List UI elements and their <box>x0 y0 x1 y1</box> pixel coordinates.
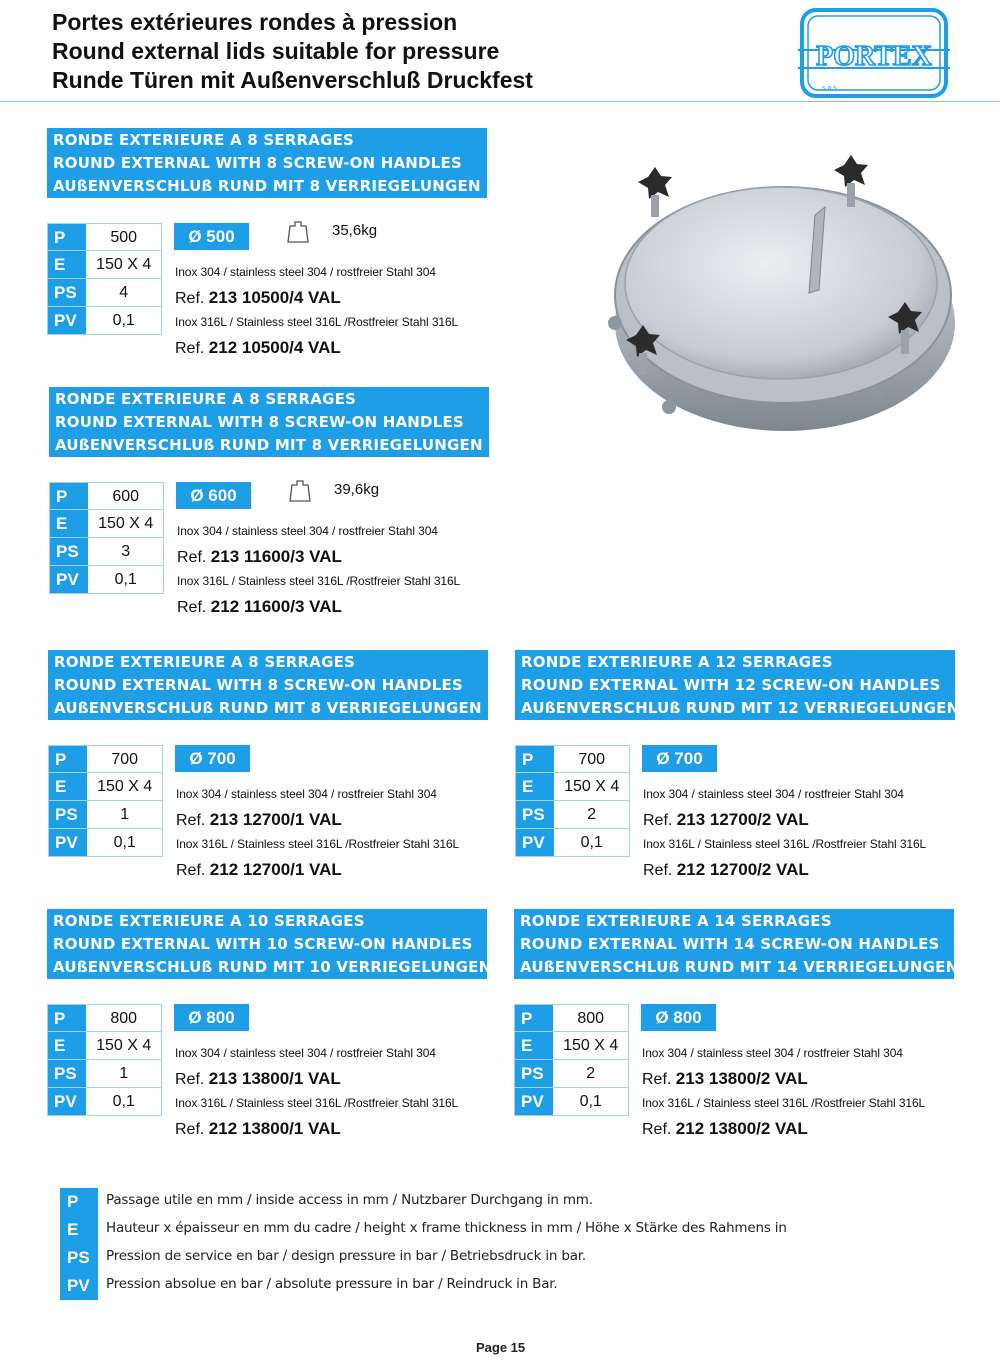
spec-row-ps <box>48 801 163 829</box>
spec-key: E <box>48 251 86 278</box>
weight-value: 35,6kg <box>332 222 378 239</box>
spec-row-pv <box>47 307 162 335</box>
spec-key: PS <box>50 538 88 565</box>
spec-value: 150 X 4 <box>86 251 161 278</box>
weight-icon <box>287 220 309 244</box>
spec-row-e <box>47 1032 162 1060</box>
spec-key: P <box>515 1005 553 1031</box>
legend-key: E <box>60 1216 98 1244</box>
material-316l: Inox 316L / Stainless steel 316L /Rostfreier Stahl 316L <box>642 1096 926 1110</box>
diameter-badge: Ø 700 <box>642 745 717 772</box>
spec-key: PS <box>49 801 87 828</box>
spec-row-p <box>515 745 630 773</box>
ref-prefix: Ref. <box>643 862 673 879</box>
ref-code: 212 10500/4 VAL <box>208 338 341 357</box>
legend-text: Passage utile en mm / inside access in mm / Nutzbarer Durchgang in mm. <box>106 1192 593 1208</box>
ref-prefix: Ref. <box>642 1071 672 1088</box>
spec-value: 2 <box>554 801 629 828</box>
spec-key: PV <box>516 829 554 856</box>
banner-line-de: AUßENVERSCHLUß RUND MIT 8 VERRIEGELUNGEN <box>53 177 481 195</box>
spec-key: P <box>48 224 86 250</box>
diameter-badge: Ø 600 <box>176 482 251 509</box>
spec-key: PS <box>48 1060 86 1087</box>
spec-key: P <box>516 746 554 772</box>
title-en: Round external lids suitable for pressure <box>52 38 500 64</box>
spec-row-pv <box>49 566 164 594</box>
spec-table <box>514 1004 629 1116</box>
spec-value: 3 <box>88 538 163 565</box>
ref-code: 212 13800/2 VAL <box>675 1119 808 1138</box>
spec-row-p <box>514 1004 629 1032</box>
material-316l: Inox 316L / Stainless steel 316L /Rostfreier Stahl 316L <box>176 837 460 851</box>
spec-value: 600 <box>88 483 163 509</box>
reference-304 <box>177 547 342 567</box>
diameter-badge: Ø 700 <box>175 745 250 772</box>
spec-row-pv <box>515 829 630 857</box>
reference-316l <box>642 1119 808 1139</box>
spec-table <box>515 745 630 857</box>
material-304: Inox 304 / stainless steel 304 / rostfreier Stahl 304 <box>177 524 438 538</box>
ref-prefix: Ref. <box>176 812 206 829</box>
section-banner <box>515 650 960 720</box>
legend-key: PV <box>60 1272 98 1300</box>
spec-value: 0,1 <box>88 566 163 593</box>
banner-line-en: ROUND EXTERNAL WITH 14 SCREW-ON HANDLES <box>520 935 940 953</box>
reference-304 <box>175 288 341 308</box>
legend-key: P <box>60 1188 98 1216</box>
reference-316l <box>643 860 809 880</box>
logo-subtext: s.a.s <box>822 85 837 92</box>
spec-row-ps <box>515 801 630 829</box>
spec-value: 150 X 4 <box>87 773 162 800</box>
section-banner <box>48 650 488 720</box>
material-316l: Inox 316L / Stainless steel 316L /Rostfreier Stahl 316L <box>643 837 927 851</box>
section-banner <box>47 909 492 979</box>
spec-row-e <box>514 1032 629 1060</box>
spec-key: PV <box>49 829 87 856</box>
banner-line-en: ROUND EXTERNAL WITH 8 SCREW-ON HANDLES <box>54 676 463 694</box>
spec-key: PV <box>48 1088 86 1115</box>
banner-line-en: ROUND EXTERNAL WITH 8 SCREW-ON HANDLES <box>55 413 464 431</box>
section-banner <box>514 909 959 979</box>
spec-row-pv <box>48 829 163 857</box>
weight-value: 39,6kg <box>334 481 380 498</box>
spec-key: PV <box>515 1088 553 1115</box>
spec-key: PV <box>50 566 88 593</box>
spec-row-p <box>48 745 163 773</box>
spec-value: 1 <box>86 1060 161 1087</box>
reference-304 <box>175 1069 341 1089</box>
spec-key: E <box>516 773 554 800</box>
ref-code: 212 11600/3 VAL <box>210 597 342 616</box>
spec-value: 800 <box>553 1005 628 1031</box>
spec-value: 4 <box>86 279 161 306</box>
diameter-badge: Ø 800 <box>174 1004 249 1031</box>
banner-line-en: ROUND EXTERNAL WITH 12 SCREW-ON HANDLES <box>521 676 941 694</box>
spec-value: 0,1 <box>86 307 161 334</box>
material-304: Inox 304 / stainless steel 304 / rostfreier Stahl 304 <box>642 1046 903 1060</box>
reference-316l <box>177 597 342 617</box>
legend-text: Pression de service en bar / design pressure in bar / Betriebsdruck in bar. <box>106 1248 586 1264</box>
section-banner <box>49 387 489 457</box>
spec-table <box>48 745 163 857</box>
banner-line-fr: RONDE EXTERIEURE A 12 SERRAGES <box>521 653 833 671</box>
ref-code: 213 12700/1 VAL <box>209 810 342 829</box>
ref-prefix: Ref. <box>175 340 205 357</box>
header-rule <box>0 101 1000 102</box>
banner-line-fr: RONDE EXTERIEURE A 10 SERRAGES <box>53 912 365 930</box>
spec-key: PV <box>48 307 86 334</box>
spec-value: 700 <box>554 746 629 772</box>
spec-value: 0,1 <box>87 829 162 856</box>
spec-table <box>47 1004 162 1116</box>
diameter-badge: Ø 500 <box>174 223 249 250</box>
ref-prefix: Ref. <box>175 290 205 307</box>
banner-line-de: AUßENVERSCHLUß RUND MIT 12 VERRIEGELUNGEN <box>521 699 960 717</box>
spec-row-ps <box>47 1060 162 1088</box>
spec-key: P <box>48 1005 86 1031</box>
spec-value: 0,1 <box>554 829 629 856</box>
reference-316l <box>176 860 342 880</box>
spec-row-p <box>47 1004 162 1032</box>
material-304: Inox 304 / stainless steel 304 / rostfreier Stahl 304 <box>643 787 904 801</box>
ref-code: 213 13800/2 VAL <box>675 1069 808 1088</box>
spec-row-ps <box>47 279 162 307</box>
spec-value: 150 X 4 <box>553 1032 628 1059</box>
ref-prefix: Ref. <box>643 812 673 829</box>
page-title <box>52 8 533 95</box>
ref-prefix: Ref. <box>642 1121 672 1138</box>
reference-316l <box>175 1119 341 1139</box>
banner-line-de: AUßENVERSCHLUß RUND MIT 8 VERRIEGELUNGEN <box>54 699 482 717</box>
ref-code: 213 13800/1 VAL <box>208 1069 341 1088</box>
spec-row-p <box>49 482 164 510</box>
spec-value: 150 X 4 <box>86 1032 161 1059</box>
spec-key: PS <box>516 801 554 828</box>
reference-304 <box>642 1069 808 1089</box>
spec-table <box>49 482 164 594</box>
banner-line-fr: RONDE EXTERIEURE A 8 SERRAGES <box>55 390 357 408</box>
spec-row-e <box>48 773 163 801</box>
reference-316l <box>175 338 341 358</box>
spec-value: 150 X 4 <box>554 773 629 800</box>
spec-key: PS <box>515 1060 553 1087</box>
spec-row-ps <box>49 538 164 566</box>
ref-prefix: Ref. <box>177 549 207 566</box>
spec-key: E <box>48 1032 86 1059</box>
portex-logo <box>796 6 952 100</box>
spec-table <box>47 223 162 335</box>
spec-row-e <box>49 510 164 538</box>
ref-prefix: Ref. <box>176 862 206 879</box>
product-image-round-lid <box>593 145 963 435</box>
spec-value: 800 <box>86 1005 161 1031</box>
spec-row-pv <box>514 1088 629 1116</box>
spec-row-ps <box>514 1060 629 1088</box>
section-banner <box>47 128 487 198</box>
material-304: Inox 304 / stainless steel 304 / rostfreier Stahl 304 <box>175 1046 436 1060</box>
ref-code: 213 11600/3 VAL <box>210 547 342 566</box>
ref-prefix: Ref. <box>177 599 207 616</box>
spec-key: E <box>49 773 87 800</box>
spec-row-p <box>47 223 162 251</box>
weight-icon <box>289 479 311 503</box>
banner-line-de: AUßENVERSCHLUß RUND MIT 10 VERRIEGELUNGEN <box>53 958 492 976</box>
spec-value: 700 <box>87 746 162 772</box>
title-fr: Portes extérieures rondes à pression <box>52 9 458 35</box>
spec-value: 1 <box>87 801 162 828</box>
ref-code: 212 12700/2 VAL <box>676 860 809 879</box>
ref-code: 212 13800/1 VAL <box>208 1119 341 1138</box>
page-number: Page 15 <box>476 1340 526 1355</box>
spec-value: 150 X 4 <box>88 510 163 537</box>
material-316l: Inox 316L / Stainless steel 316L /Rostfreier Stahl 316L <box>175 315 459 329</box>
title-de: Runde Türen mit Außenverschluß Druckfest <box>52 67 533 93</box>
banner-line-de: AUßENVERSCHLUß RUND MIT 8 VERRIEGELUNGEN <box>55 436 483 454</box>
material-304: Inox 304 / stainless steel 304 / rostfreier Stahl 304 <box>175 265 436 279</box>
material-304: Inox 304 / stainless steel 304 / rostfreier Stahl 304 <box>176 787 437 801</box>
diameter-badge: Ø 800 <box>641 1004 716 1031</box>
legend-key: PS <box>60 1244 98 1272</box>
spec-key: E <box>50 510 88 537</box>
reference-304 <box>643 810 809 830</box>
ref-prefix: Ref. <box>175 1121 205 1138</box>
ref-code: 213 12700/2 VAL <box>676 810 809 829</box>
banner-line-fr: RONDE EXTERIEURE A 8 SERRAGES <box>53 131 355 149</box>
spec-value: 2 <box>553 1060 628 1087</box>
spec-value: 0,1 <box>553 1088 628 1115</box>
spec-row-e <box>515 773 630 801</box>
banner-line-en: ROUND EXTERNAL WITH 8 SCREW-ON HANDLES <box>53 154 462 172</box>
spec-value: 500 <box>86 224 161 250</box>
spec-key: P <box>50 483 88 509</box>
spec-key: P <box>49 746 87 772</box>
material-316l: Inox 316L / Stainless steel 316L /Rostfreier Stahl 316L <box>175 1096 459 1110</box>
banner-line-de: AUßENVERSCHLUß RUND MIT 14 VERRIEGELUNGEN <box>520 958 959 976</box>
ref-prefix: Ref. <box>175 1071 205 1088</box>
banner-line-fr: RONDE EXTERIEURE A 8 SERRAGES <box>54 653 356 671</box>
material-316l: Inox 316L / Stainless steel 316L /Rostfreier Stahl 316L <box>177 574 461 588</box>
banner-line-fr: RONDE EXTERIEURE A 14 SERRAGES <box>520 912 832 930</box>
spec-key: E <box>515 1032 553 1059</box>
ref-code: 212 12700/1 VAL <box>209 860 342 879</box>
legend-text: Pression absolue en bar / absolute pressure in bar / Reindruck in Bar. <box>106 1276 558 1292</box>
legend-text: Hauteur x épaisseur en mm du cadre / height x frame thickness in mm / Höhe x Stärke des Rahmens in <box>106 1220 787 1236</box>
spec-key: PS <box>48 279 86 306</box>
ref-code: 213 10500/4 VAL <box>208 288 341 307</box>
banner-line-en: ROUND EXTERNAL WITH 10 SCREW-ON HANDLES <box>53 935 473 953</box>
spec-row-pv <box>47 1088 162 1116</box>
spec-row-e <box>47 251 162 279</box>
spec-value: 0,1 <box>86 1088 161 1115</box>
reference-304 <box>176 810 342 830</box>
logo-text: PORTEX <box>816 41 932 72</box>
